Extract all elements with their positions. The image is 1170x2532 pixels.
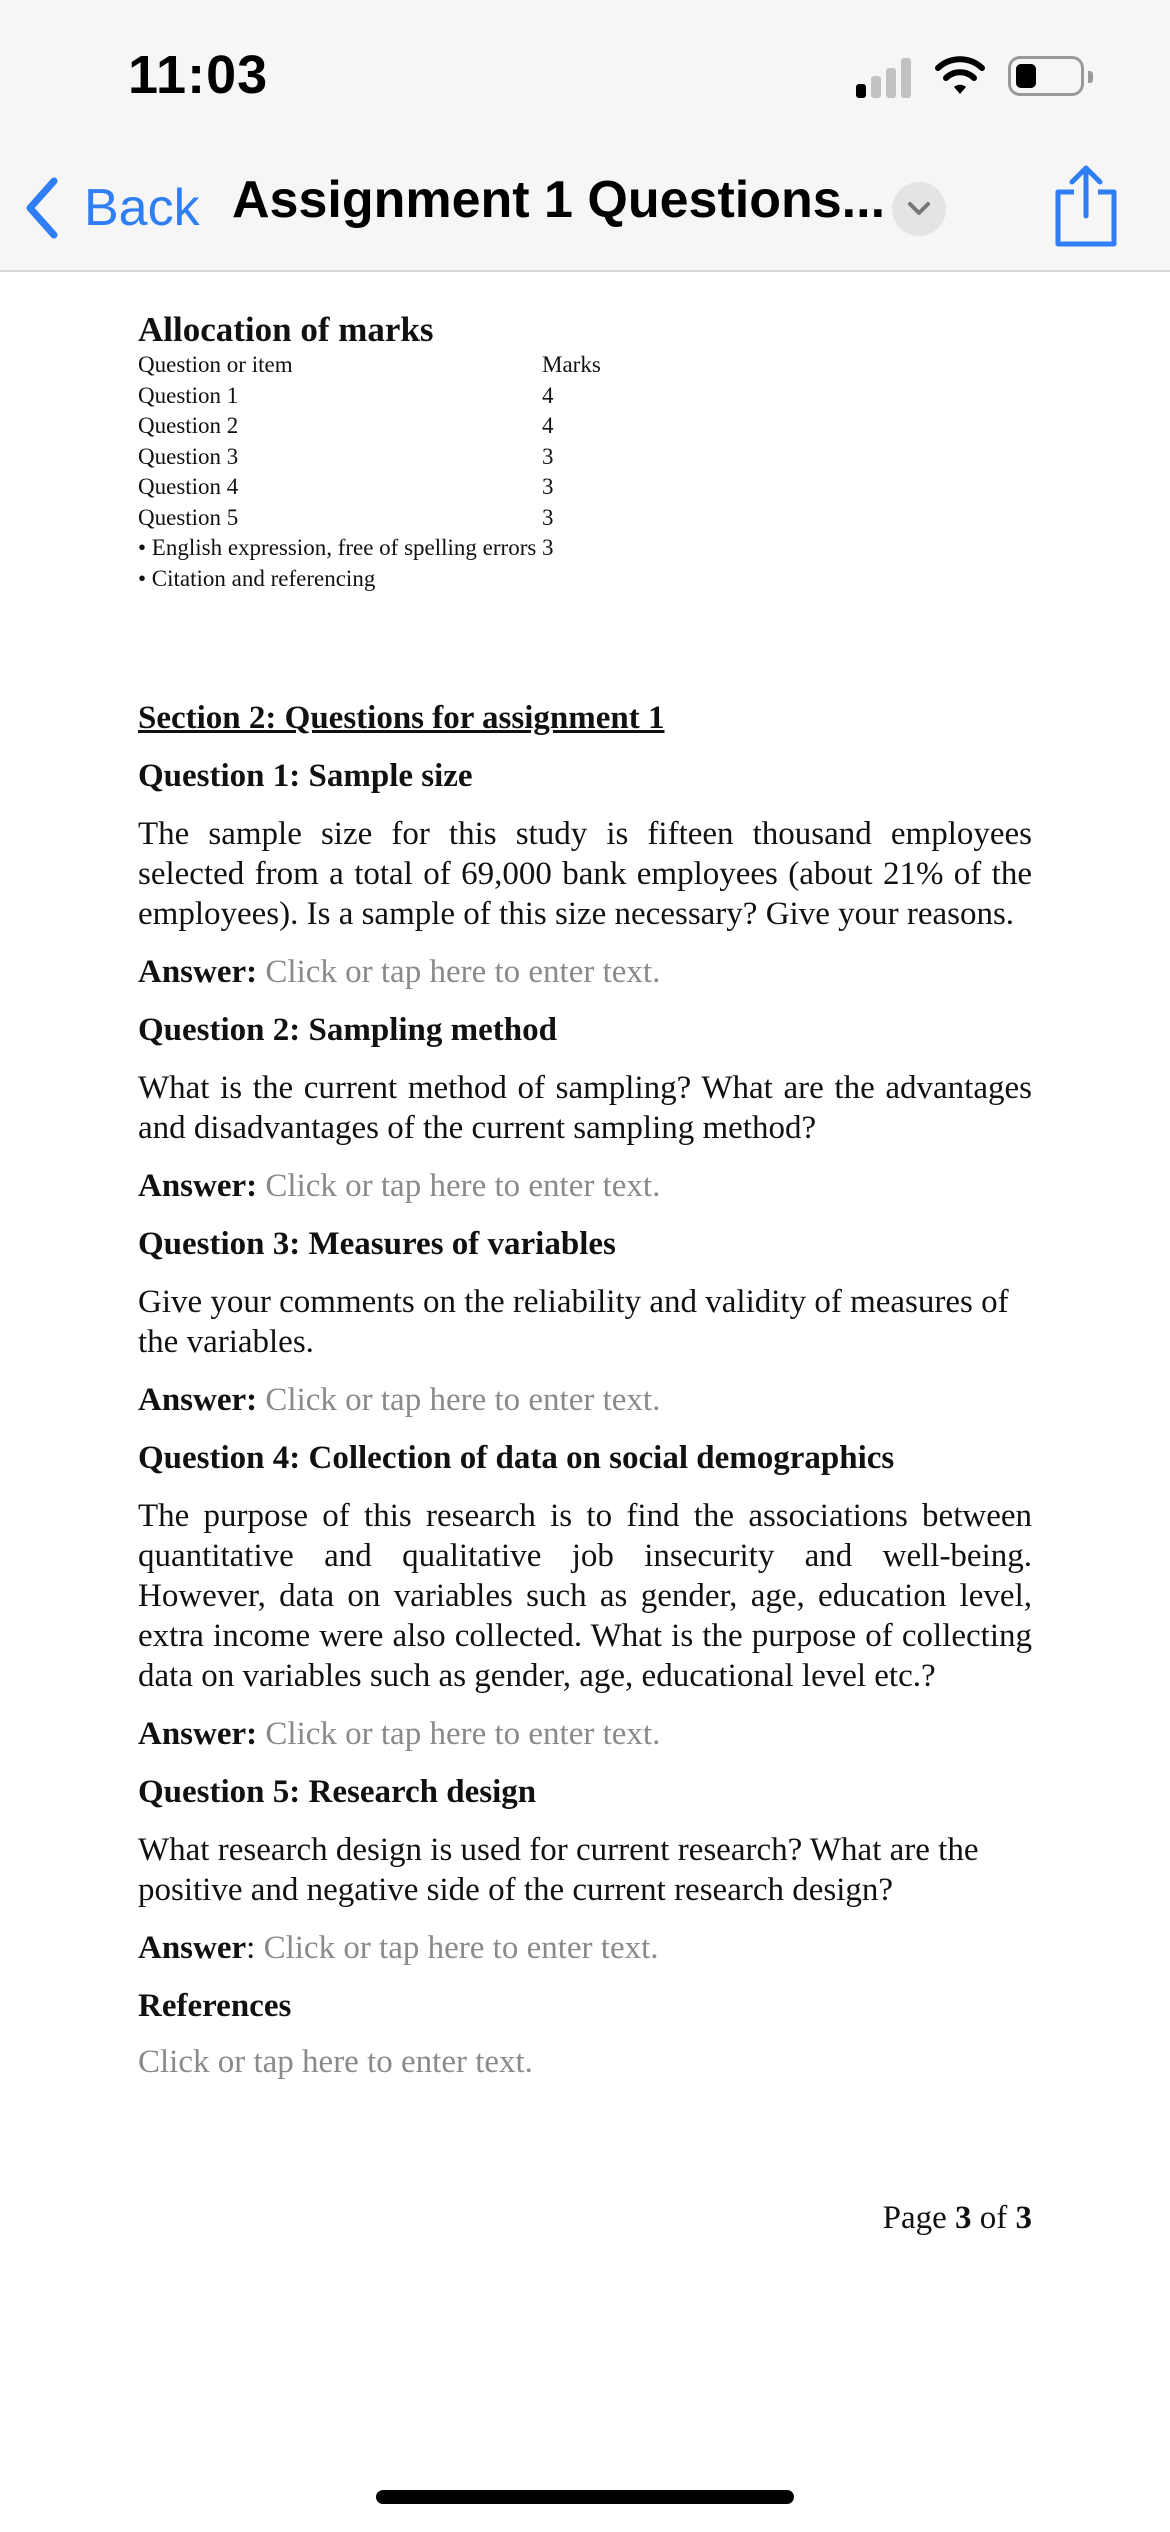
question-body: What is the current method of sampling? What are the advantages and disadvantages of the current sampling method? (138, 1070, 1032, 1146)
question-title: Question 2: Sampling method (138, 1012, 557, 1048)
allocation-item: Question 5 (138, 504, 239, 530)
home-indicator[interactable] (376, 2490, 794, 2504)
allocation-item: Question 2 (138, 413, 239, 438)
allocation-header-marks: Marks (542, 352, 601, 377)
answer-line (138, 952, 1032, 992)
answer-label: Answer: (138, 954, 258, 990)
question-title: Question 3: Measures of variables (138, 1226, 616, 1262)
answer-line (138, 1714, 1032, 1754)
allocation-item: • Citation and referencing (138, 565, 376, 591)
section-title: Section 2: Questions for assignment 1 (138, 700, 665, 736)
answer-input[interactable]: Click or tap here to enter text. (265, 1382, 661, 1418)
share-icon[interactable] (1050, 164, 1122, 250)
chevron-left-icon (22, 175, 62, 241)
references-title: References (138, 1988, 292, 2024)
answer-label: Answer: (138, 1168, 258, 1204)
allocation-mark: 4 (542, 413, 554, 438)
wifi-icon (934, 54, 986, 98)
question-body: The purpose of this research is to find the associations between quantitative and qualitative job insecurity and well-being. However, data on variables such as gender, age, education level, extra income were also collected. What is the purpose of collecting data on variables such as gender, age, educational level etc.? (138, 1498, 1032, 1694)
questions-section (138, 698, 1032, 2082)
chevron-down-icon (906, 200, 932, 218)
page-prefix: Page (882, 2200, 947, 2236)
allocation-item: Question 3 (138, 443, 239, 469)
allocation-item: Question 4 (138, 474, 239, 499)
question-title: Question 5: Research design (138, 1774, 537, 1810)
question-title: Question 4: Collection of data on social demographics (138, 1440, 895, 1476)
allocation-item: • English expression, free of spelling errors (138, 535, 537, 560)
question-body: What research design is used for current research? What are the positive and negative side of the current research design? (138, 1832, 979, 1908)
page-of: of (979, 2200, 1008, 2236)
question-title: Question 1: Sample size (138, 758, 473, 794)
question-body: The sample size for this study is fifteen thousand employees selected from a total of 69,000 bank employees (about 21% of the employees). Is a sample of this size necessary? Give your reasons. (138, 816, 1032, 932)
cellular-signal-icon (856, 58, 912, 98)
allocation-header-item: Question or item (138, 352, 293, 377)
page-current: 3 (955, 2200, 972, 2236)
page-total: 3 (1015, 2200, 1032, 2236)
allocation-mark: 4 (542, 382, 554, 408)
back-label: Back (84, 179, 200, 237)
battery-icon (1008, 56, 1084, 96)
allocation-title: Allocation of marks (138, 310, 434, 349)
page-number (883, 2198, 1032, 2238)
answer-input[interactable]: Click or tap here to enter text. (265, 954, 661, 990)
document-page (0, 272, 1170, 2532)
title-menu-button[interactable] (892, 182, 946, 236)
back-button[interactable] (22, 168, 200, 248)
allocation-mark: 3 (542, 535, 554, 560)
allocation-mark: 3 (542, 443, 554, 469)
allocation-mark: 3 (542, 504, 554, 530)
references-input[interactable]: Click or tap here to enter text. (138, 2044, 533, 2080)
answer-label: Answer (138, 1930, 247, 1966)
answer-input[interactable]: Click or tap here to enter text. (265, 1716, 661, 1752)
answer-line (138, 1166, 1032, 1206)
status-time: 11:03 (128, 45, 269, 105)
allocation-mark: 3 (542, 474, 554, 499)
top-bar (0, 0, 1170, 272)
answer-input[interactable]: Click or tap here to enter text. (265, 1168, 661, 1204)
answer-label: Answer: (138, 1716, 258, 1752)
answer-input[interactable]: Click or tap here to enter text. (263, 1930, 659, 1966)
allocation-item: Question 1 (138, 382, 239, 408)
document-title: Assignment 1 Questions... (232, 171, 886, 229)
question-body: Give your comments on the reliability and validity of measures of the variables. (138, 1284, 1009, 1360)
answer-line (138, 1380, 1032, 1420)
answer-label: Answer: (138, 1382, 258, 1418)
answer-line: Answer: Click or tap here to enter text. (138, 1930, 659, 1966)
